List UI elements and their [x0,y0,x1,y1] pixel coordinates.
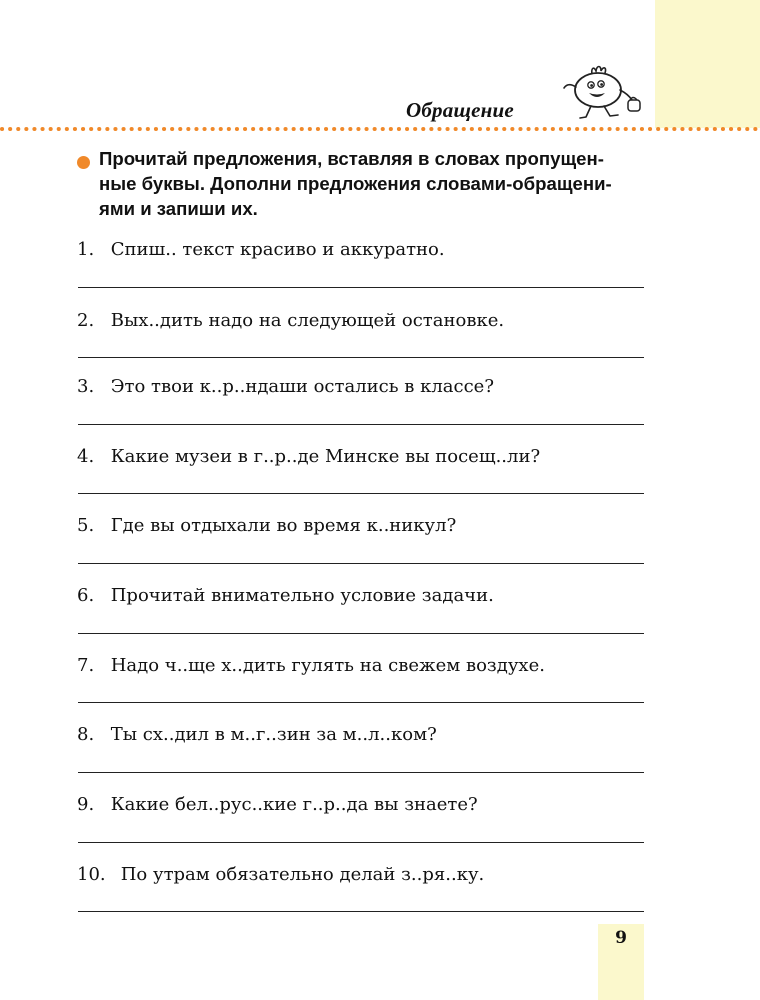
bullet-icon [77,156,90,169]
section-title: Обращение [406,98,514,122]
sentence-item [77,239,445,261]
sentence-text: Ты сх..дил в м..г..зин за м..л..ком? [110,724,437,745]
sentence-number: 7. [77,655,95,676]
answer-line[interactable] [78,911,644,912]
sentence-number: 1. [77,239,95,260]
sentence-item [77,585,494,607]
sentence-text: Это твои к..р..ндаши остались в классе? [110,376,494,397]
instruction-line: Прочитай предложения, вставляя в словах пропущен- [99,148,604,169]
sentence-text: Какие бел..рус..кие г..р..да вы знаете? [110,794,478,815]
sentence-number: 2. [77,310,95,331]
dotted-divider [0,125,760,133]
sentence-item [77,794,478,816]
sentence-number: 3. [77,376,95,397]
exercise-instruction [99,146,659,221]
sentence-text: Надо ч..ще х..дить гулять на свежем воздухе. [110,655,545,676]
answer-line[interactable] [78,424,644,425]
answer-line[interactable] [78,493,644,494]
sentence-text: Где вы отдыхали во время к..никул? [110,515,457,536]
answer-line[interactable] [78,772,644,773]
sentence-item [77,376,494,398]
sentence-number: 4. [77,446,95,467]
sentence-number: 8. [77,724,95,745]
sentence-item [77,655,545,677]
sentence-item [77,446,540,468]
answer-line[interactable] [78,633,644,634]
sentence-number: 5. [77,515,95,536]
instruction-line: ные буквы. Дополни предложения словами-обращени- [99,173,612,194]
page-number: 9 [615,928,627,948]
sentence-item [77,724,437,746]
sentence-item [77,515,456,537]
mascot-icon [558,60,654,126]
instruction-line: ями и запиши их. [99,198,258,219]
sentence-number: 10. [77,864,106,885]
sentence-text: Вых..дить надо на следующей остановке. [110,310,505,331]
sentence-item [77,864,484,886]
answer-line[interactable] [78,357,644,358]
answer-line[interactable] [78,702,644,703]
answer-line[interactable] [78,842,644,843]
sentence-text: Прочитай внимательно условие задачи. [110,585,494,606]
sentence-text: Спиш.. текст красиво и аккуратно. [110,239,445,260]
sentence-number: 6. [77,585,95,606]
sentence-item [77,310,504,332]
sentence-number: 9. [77,794,95,815]
answer-line[interactable] [78,287,644,288]
sentence-text: По утрам обязательно делай з..ря..ку. [120,864,485,885]
sentence-text: Какие музеи в г..р..де Минске вы посещ..ли? [110,446,541,467]
side-color-strip [655,0,760,128]
answer-line[interactable] [78,563,644,564]
